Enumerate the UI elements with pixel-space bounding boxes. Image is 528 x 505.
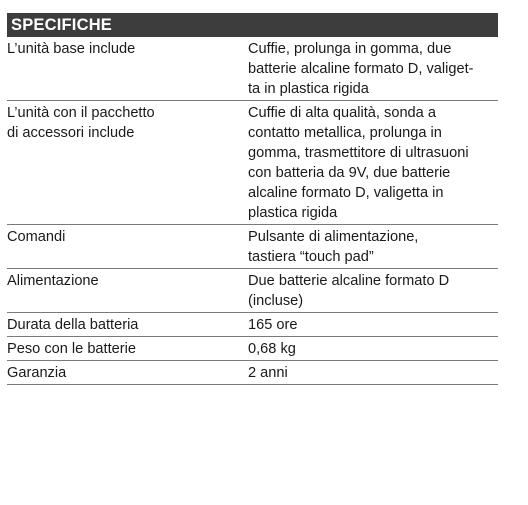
- spec-row-warranty: [7, 361, 498, 385]
- spec-value: Cuffie, prolunga in gomma, due batterie alcaline formato D, valiget- ta in plastica rigida: [248, 41, 474, 97]
- spec-value: 0,68 kg: [248, 341, 296, 357]
- spec-value: Cuffie di alta qualità, sonda a contatto metallica, prolunga in gomma, trasmettitore di ultrasuoni con batteria da 9V, due batterie alcaline formato D, valigetta in plastica rigida: [248, 105, 469, 221]
- spec-row-weight: [7, 337, 498, 361]
- spec-label: Peso con le batterie: [7, 341, 136, 357]
- spec-row-controls: [7, 225, 498, 269]
- spec-label: L’unità base include: [7, 41, 136, 57]
- section-title: SPECIFICHE: [7, 13, 498, 37]
- spec-value: 165 ore: [248, 317, 298, 333]
- spec-label: Durata della batteria: [7, 317, 139, 333]
- spec-label: Comandi: [7, 229, 66, 245]
- spec-label: Alimentazione: [7, 273, 99, 289]
- spec-value: Pulsante di alimentazione, tastiera “touch pad”: [248, 229, 419, 265]
- spec-label: Garanzia: [7, 365, 67, 381]
- specifications-table: [7, 13, 498, 385]
- spec-row-battery-life: [7, 313, 498, 337]
- spec-row-base-unit: [7, 37, 498, 101]
- spec-label: L’unità con il pacchetto di accessori include: [7, 105, 155, 141]
- spec-row-power: [7, 269, 498, 313]
- spec-row-accessory-pack: [7, 101, 498, 225]
- spec-value: Due batterie alcaline formato D (incluse): [248, 273, 450, 309]
- spec-value: 2 anni: [248, 365, 288, 381]
